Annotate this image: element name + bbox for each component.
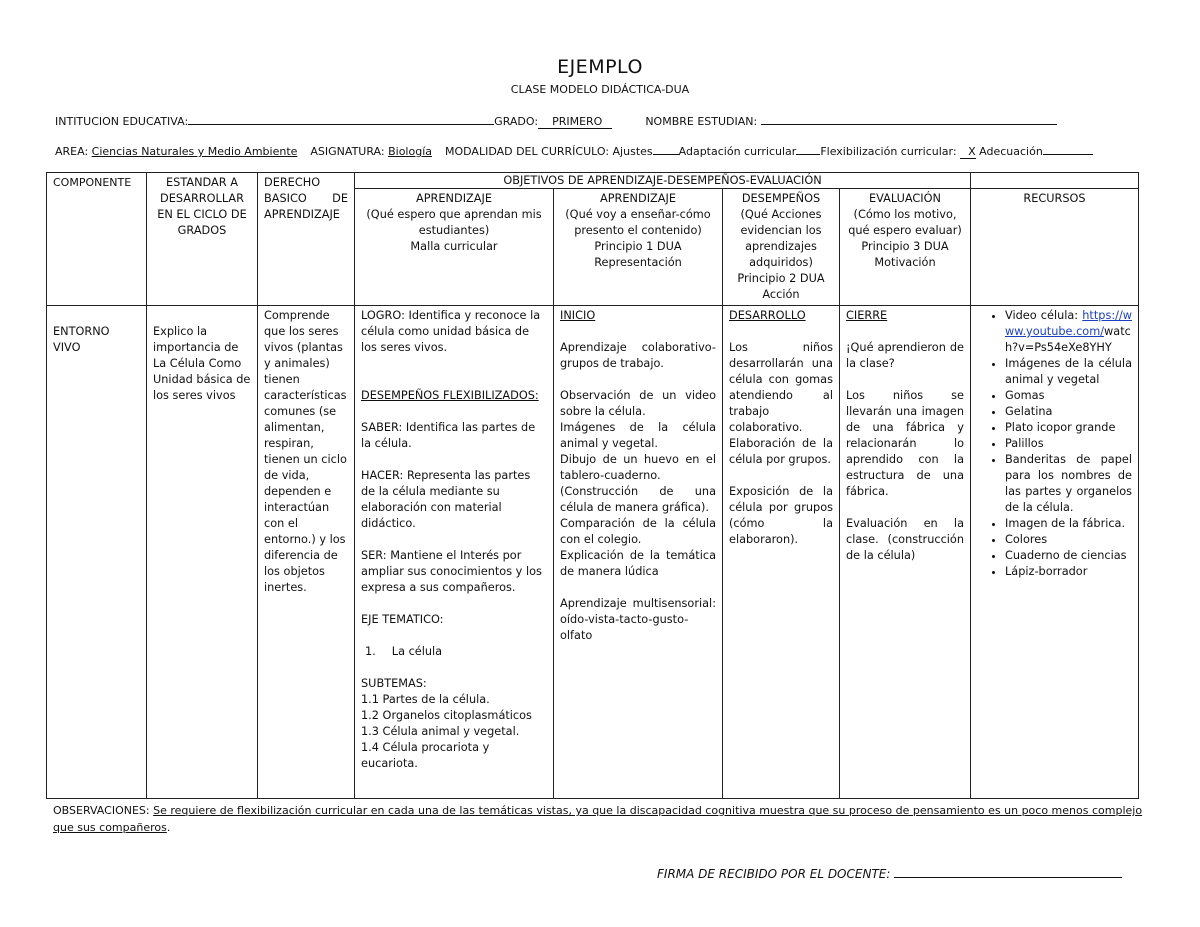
nombre-label: NOMBRE ESTUDIAN:	[645, 115, 758, 128]
logro-label: LOGRO:	[361, 309, 405, 322]
header-recursos: RECURSOS	[971, 189, 1139, 306]
document-subtitle: CLASE MODELO DIDÁCTICA-DUA	[510, 83, 690, 96]
grado-value: PRIMERO	[538, 115, 612, 129]
nombre-blank[interactable]	[761, 113, 1057, 125]
table-content-row	[47, 306, 1139, 799]
observaciones-label: OBSERVACIONES:	[53, 804, 150, 817]
header-evaluacion	[840, 189, 971, 306]
recurso-item: • Colores	[1005, 532, 1132, 548]
recurso-video	[1005, 308, 1132, 356]
cell-estandar	[147, 306, 258, 799]
logro-text: Identifica y reconoce la célula como unidad básica de los seres vivos.	[361, 309, 541, 354]
ser-text: Mantiene el Interés por ampliar sus conocimientos y los expresa a sus compañeros.	[361, 549, 542, 594]
recurso-item: • Lápiz-borrador	[1005, 564, 1132, 580]
evaluacion-title: EVALUACIÓN	[869, 192, 941, 205]
recurso-item: • Gomas	[1005, 388, 1132, 404]
cell-desempenos	[723, 306, 840, 799]
header-derecho: DERECHO BASICO DE APRENDIZAJE	[258, 173, 355, 306]
recurso-item: • Banderitas de papel para los nombres de las partes y organelos de la célula.	[1005, 452, 1132, 516]
cierre-label: CIERRE	[846, 309, 888, 322]
firma-label: FIRMA DE RECIBIDO POR EL DOCENTE:	[657, 867, 891, 881]
header-line-area	[55, 143, 1135, 159]
cell-evaluacion	[840, 306, 971, 799]
observaciones: OBSERVACIONES: Se requiere de flexibilización curricular en cada una de las temáticas vistas, ya que la discapacidad cognitiva muestra que su proceso de pensamiento es un poco menos complejo que sus compañeros.	[53, 804, 1143, 834]
evaluacion-desc: (Cómo los motivo, qué espero evaluar)	[848, 208, 962, 237]
eje-tematico-label: EJE TEMATICO:	[361, 613, 444, 626]
recurso-item: • Gelatina	[1005, 404, 1132, 420]
header-line-institution	[55, 113, 1135, 129]
desarrollo-paragraph-3: Exposición de la célula por grupos (cómo la elaboraron).	[729, 485, 833, 546]
desarrollo-label: DESARROLLO	[729, 309, 806, 322]
recurso-item: • Imagen de la fábrica.	[1005, 516, 1132, 532]
subtema-2: 1.2 Organelos citoplasmáticos	[361, 709, 532, 722]
recurso-item: • Palillos	[1005, 436, 1132, 452]
video-link[interactable]: https://www.youtube.com/	[1005, 309, 1132, 338]
cell-derecho	[258, 306, 355, 799]
eje-item-number: 1.	[365, 645, 376, 658]
firma-docente	[657, 866, 1122, 881]
header-aprendizaje-1	[355, 189, 554, 306]
inicio-paragraph-4: Dibujo de un huevo en el tablero-cuaderno.	[560, 453, 716, 482]
desarrollo-paragraph-2: Elaboración de la célula por grupos.	[729, 437, 833, 466]
desempenos-flexibilizados-label: DESEMPEÑOS FLEXIBILIZADOS:	[361, 389, 539, 402]
saber-label: SABER:	[361, 421, 403, 434]
header-aprendizaje-2	[554, 189, 723, 306]
modalidad-label: MODALIDAD DEL CURRÍCULO: Ajustes	[445, 145, 653, 158]
header-objetivos: OBJETIVOS DE APRENDIZAJE-DESEMPEÑOS-EVALUACIÓN	[355, 173, 971, 189]
inicio-paragraph-8: Aprendizaje multisensorial: oído-vista-tacto-gusto-olfato	[560, 597, 716, 642]
evaluacion-motivacion: Motivación	[874, 256, 936, 269]
aprendizaje1-desc: (Qué espero que aprendan mis estudiantes)	[366, 208, 542, 237]
saber-text: Identifica las partes de la célula.	[361, 421, 536, 450]
estandar-text: Explico la importancia de La Célula Como Unidad básica de los seres vivos	[153, 325, 251, 402]
componente-text: ENTORNO VIVO	[53, 325, 110, 354]
header-componente: COMPONENTE	[47, 173, 147, 306]
cell-aprendizaje-malla	[355, 306, 554, 799]
grado-label: GRADO:	[494, 115, 539, 128]
subtemas-label: SUBTEMAS:	[361, 677, 427, 690]
logro-paragraph	[361, 308, 547, 356]
area-value: Ciencias Naturales y Medio Ambiente	[91, 145, 298, 158]
inicio-paragraph-7: Explicación de la temática de manera lúdica	[560, 549, 716, 578]
hacer-label: HACER:	[361, 469, 404, 482]
recurso-item: • Plato icopor grande	[1005, 420, 1132, 436]
firma-blank[interactable]	[894, 866, 1122, 878]
desempenos-principio: Principio 2 DUA Acción	[737, 272, 825, 301]
inicio-paragraph-1: Aprendizaje colaborativo-grupos de trabajo.	[560, 341, 716, 370]
ser-label: SER:	[361, 549, 387, 562]
desempenos-desc: (Qué Acciones evidencian los aprendizajes adquiridos)	[740, 208, 822, 269]
cell-recursos	[971, 306, 1139, 799]
saber-paragraph	[361, 420, 547, 452]
table-header-row-1	[47, 173, 1139, 189]
inicio-paragraph-3: Imágenes de la célula animal y vegetal.	[560, 421, 716, 450]
aprendizaje1-malla: Malla curricular	[410, 240, 498, 253]
inicio-paragraph-5: (Construcción de una célula de manera gráfica).	[560, 485, 716, 514]
inicio-label: INICIO	[560, 309, 596, 322]
subtema-3: 1.3 Célula animal y vegetal.	[361, 725, 520, 738]
eje-item	[361, 644, 547, 660]
asignatura-value: Biología	[388, 145, 432, 158]
header-estandar: ESTANDAR A DESARROLLAR EN EL CICLO DE GRADOS	[147, 173, 258, 306]
eje-item-text: La célula	[391, 645, 443, 658]
ser-paragraph	[361, 548, 547, 596]
institucion-blank[interactable]	[188, 113, 494, 125]
asignatura-label: ASIGNATURA:	[310, 145, 385, 158]
cierre-paragraph-2: Los niños se llevarán una imagen de una fábrica y relacionarán lo aprendido con la estructura de una fábrica.	[846, 389, 964, 498]
adecuacion-label: Adecuación	[979, 145, 1043, 158]
adaptacion-label: Adaptación curricular	[678, 145, 797, 158]
header-desempenos	[723, 189, 840, 306]
recurso-video-label: Video célula:	[1005, 309, 1079, 322]
aprendizaje2-representacion: Representación	[594, 256, 682, 269]
ajustes-blank[interactable]	[653, 143, 679, 155]
adecuacion-blank[interactable]	[1043, 143, 1093, 155]
cierre-paragraph-3: Evaluación en la clase. (construcción de la célula)	[846, 517, 964, 562]
aprendizaje2-principio: Principio 1 DUA	[594, 240, 682, 253]
desarrollo-paragraph-1: Los niños desarrollarán una célula con gomas atendiendo al trabajo colaborativo.	[729, 341, 833, 434]
document-title: EJEMPLO	[557, 56, 643, 78]
institucion-label: INTITUCION EDUCATIVA:	[55, 115, 189, 128]
recursos-list	[977, 308, 1132, 580]
inicio-paragraph-2: Observación de un video sobre la célula.	[560, 389, 716, 418]
cierre-paragraph-1: ¡Qué aprendieron de la clase?	[846, 341, 964, 370]
video-link-rest: watch?v=Ps54eXe8YHY	[1005, 325, 1131, 354]
hacer-text: Representa las partes de la célula mediante su elaboración con material didáctico.	[361, 469, 531, 530]
derecho-text: Comprende que los seres vivos (plantas y animales) tienen características comunes (se alimentan, respiran, tienen un ciclo de vida, dependen e interactúan con el entorno.) y los diferencia de los objetos inertes.	[264, 309, 347, 594]
area-label: AREA:	[55, 145, 89, 158]
header-empty-cell	[971, 173, 1139, 189]
lesson-plan-table	[46, 172, 1139, 799]
recurso-item: • Imágenes de la célula animal y vegetal	[1005, 356, 1132, 388]
adaptacion-blank[interactable]	[796, 143, 820, 155]
cell-aprendizaje-representacion	[554, 306, 723, 799]
inicio-paragraph-6: Comparación de la célula con el colegio.	[560, 517, 716, 546]
desempenos-title: DESEMPEÑOS	[741, 192, 821, 205]
aprendizaje1-title: APRENDIZAJE	[416, 192, 492, 205]
evaluacion-principio: Principio 3 DUA	[861, 240, 949, 253]
flexibilizacion-label: Flexibilización curricular:	[820, 145, 957, 158]
flex-mark: X	[960, 145, 976, 159]
subtema-1: 1.1 Partes de la célula.	[361, 693, 490, 706]
subtema-4: 1.4 Célula procariota y eucariota.	[361, 741, 490, 770]
recurso-item: • Cuaderno de ciencias	[1005, 548, 1132, 564]
aprendizaje2-desc: (Qué voy a enseñar-cómo presento el contenido)	[565, 208, 711, 237]
hacer-paragraph	[361, 468, 547, 532]
aprendizaje2-title: APRENDIZAJE	[600, 192, 676, 205]
cell-componente	[47, 306, 147, 799]
observaciones-text: Se requiere de flexibilización curricular en cada una de las temáticas vistas, ya que la discapacidad cognitiva muestra que su proceso de pensamiento es un poco menos complejo que sus compañeros	[53, 804, 1143, 834]
